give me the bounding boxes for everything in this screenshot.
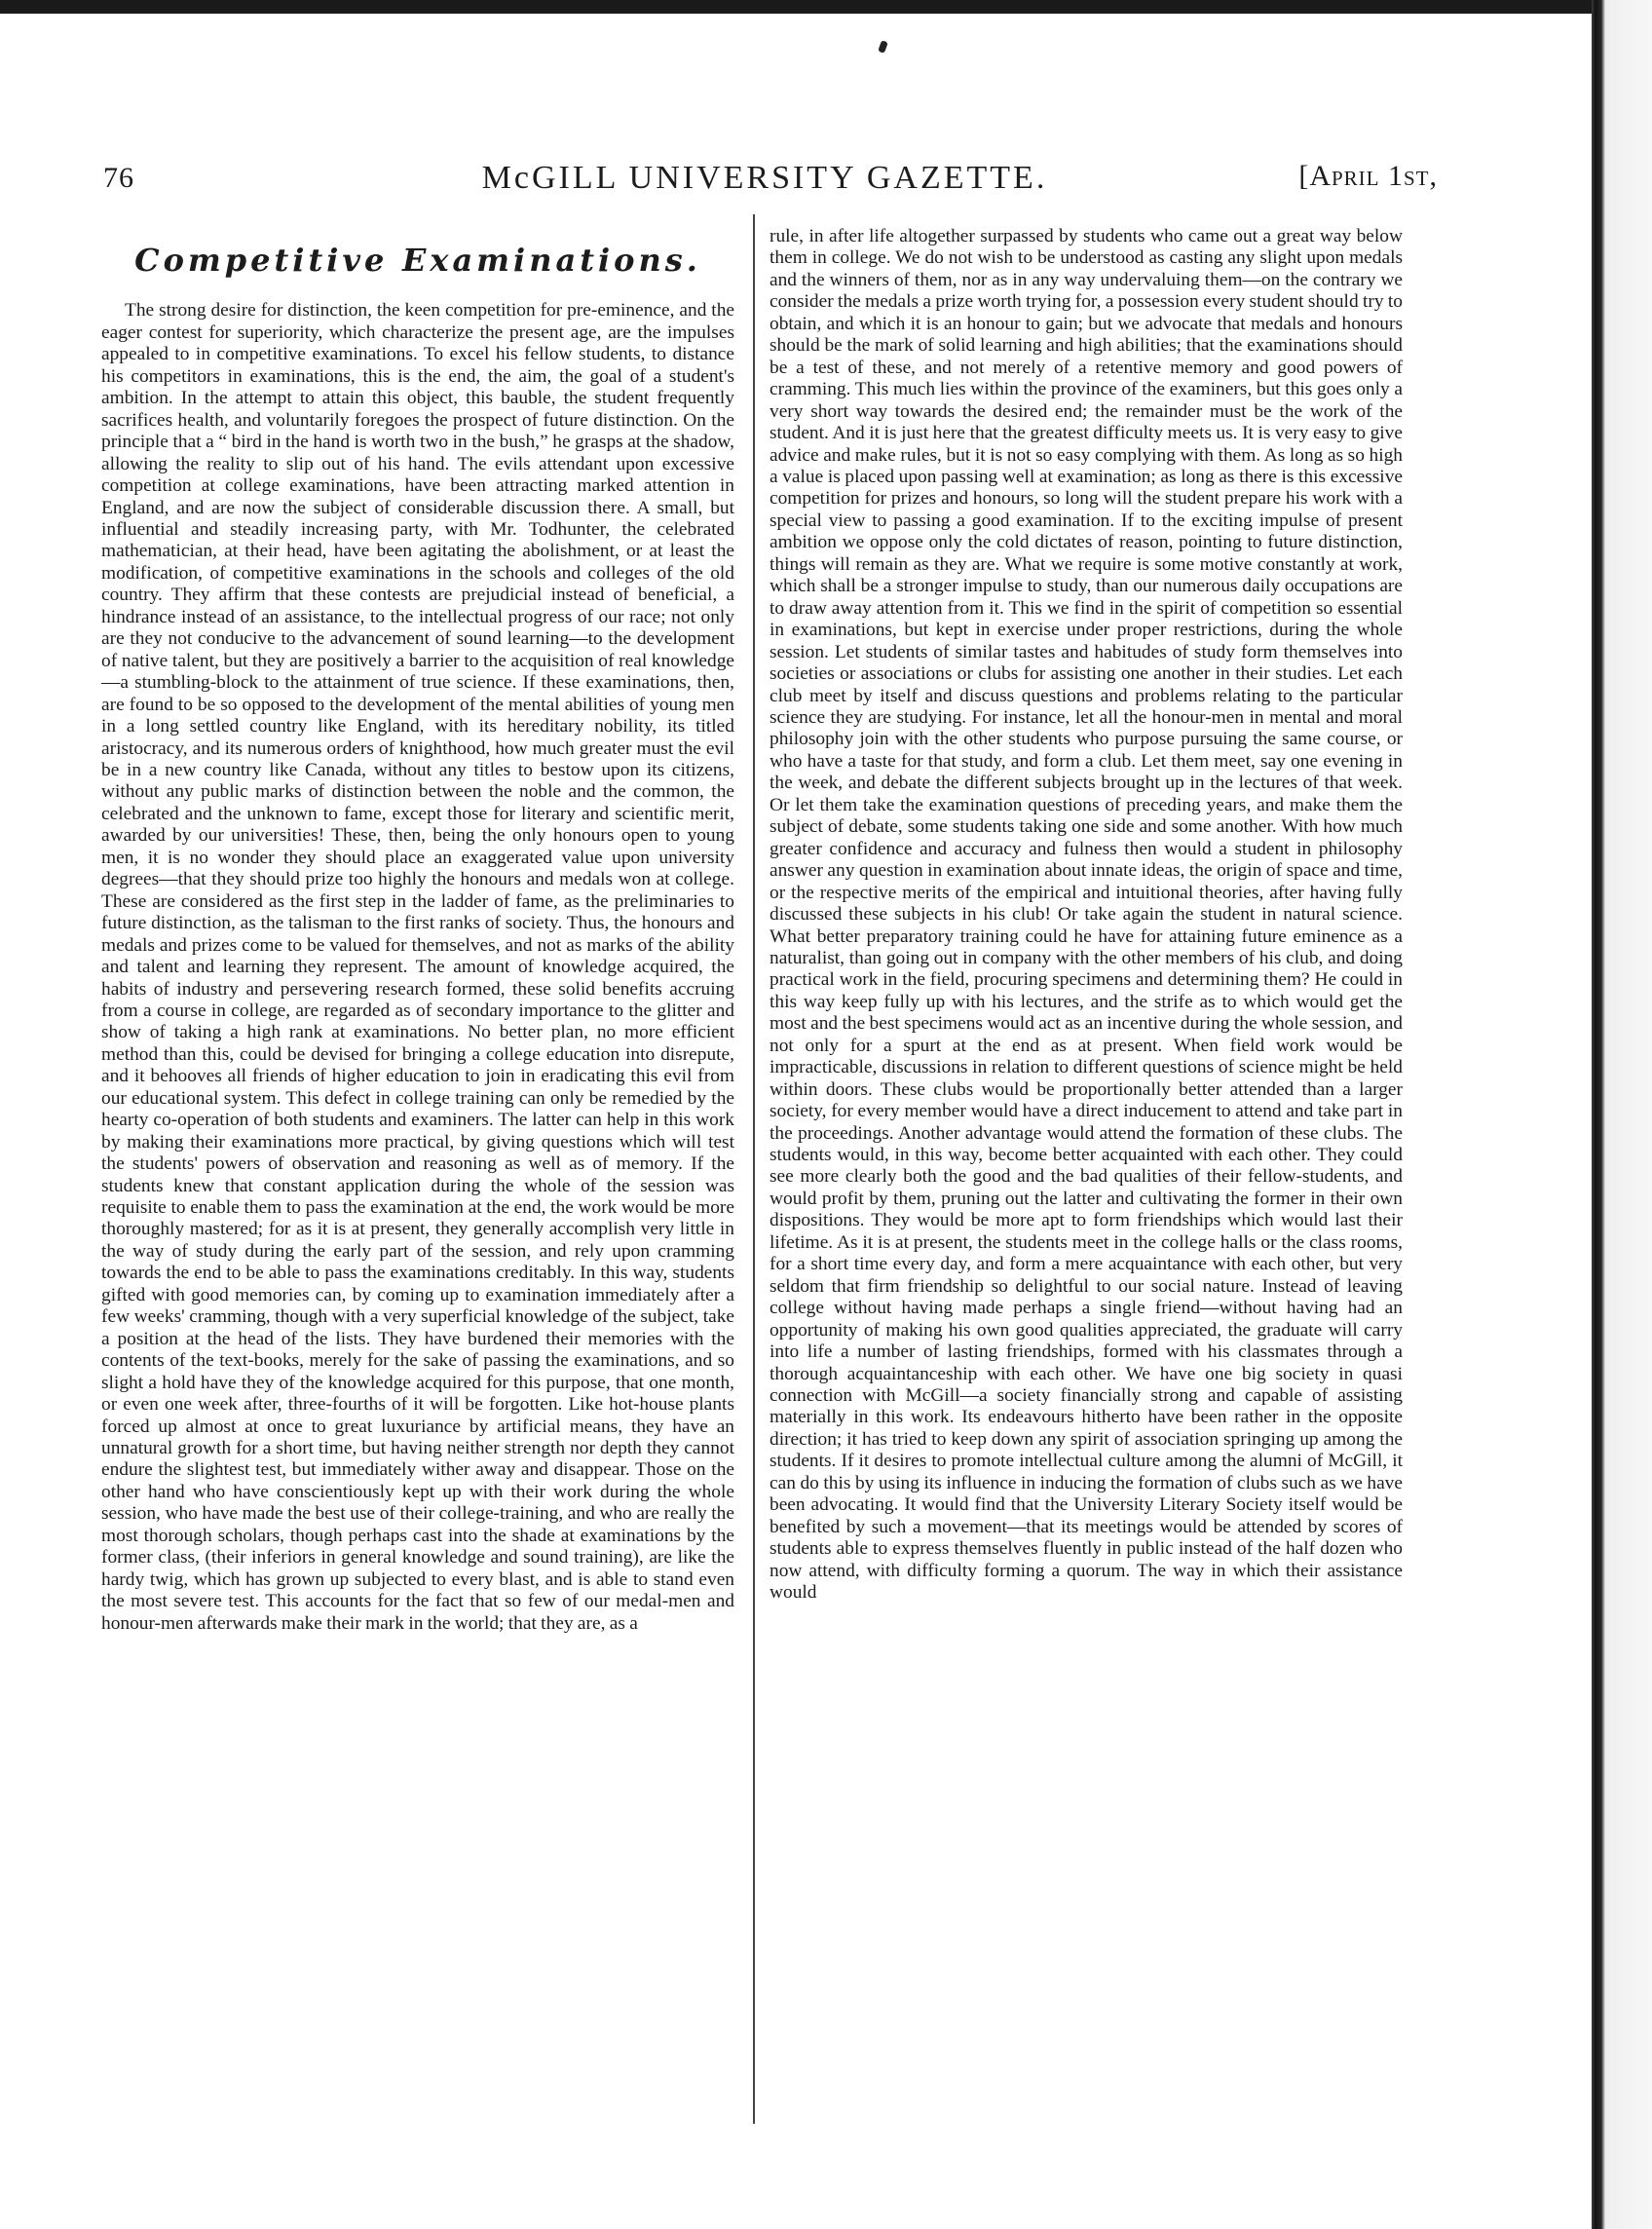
scan-right-edge	[1592, 0, 1652, 2229]
issue-date: [April 1st,	[1298, 160, 1438, 192]
scan-top-edge	[0, 0, 1652, 14]
gazette-page	[92, 146, 1438, 2124]
left-column	[101, 214, 734, 2124]
page-number: 76	[103, 162, 134, 194]
column-divider	[753, 214, 755, 2124]
journal-title: McGILL UNIVERSITY GAZETTE.	[481, 160, 1048, 196]
scan-top-margin	[0, 14, 1652, 23]
ink-speck	[878, 40, 888, 54]
right-column-text: rule, in after life altogether surpassed by students who came out a great way below them in college. We do not wish to be understood as casting any slight upon medals and the winners of them, nor as in any way undervaluing them—on the contrary we consider the medals a prize worth trying for, a possession every student should try to obtain, and which it is an honour to gain; but we advocate that medals and honours should be the mark of solid learning and high abilities; that the examinations should be a test of these, and not merely of a retentive memory and good powers of cramming. This much lies within the province of the examiners, but this goes only a very short way towards the desired end; the remainder must be the work of the student. And it is just here that the greatest difficulty meets us. It is very easy to give advice and make rules, but it is not so easy complying with them. As long as so high a value is placed upon passing well at examination; as long as there is this excessive competition for prizes and honours, so long will the student prepare his work with a special view to passing a good examination. If to the exciting impulse of present ambition we oppose only the cold dictates of reason, pointing to future distinction, things will remain as they are. What we require is some motive constantly at work, which shall be a stronger impulse to study, than our numerous daily occupations are to draw away attention from it. This we find in the spirit of competition so essential in examinations, but kept in exercise under proper restrictions, during the whole session. Let students of similar tastes and habitudes of study form themselves into societies or associations or clubs for assisting one another in their studies. Let each club meet by itself and discuss questions and problems relating to the particular science they are studying. For instance, let all the honour-men in mental and moral philosophy join with the other students who purpose pursuing the same course, or who have a taste for that study, and form a club. Let them meet, say one evening in the week, and debate the different subjects brought up in the lectures of that week. Or let them take the examination questions of preceding years, and make them the subject of debate, some students taking one side and some another. With how much greater confidence and accuracy and fulness then would a student in philosophy answer any question in examination about innate ideas, the origin of space and time, or the respective merits of the empirical and intuitional theories, after having fully discussed these subjects in his club! Or take again the student in natural science. What better preparatory training could he have for attaining future eminence as a naturalist, than going out in company with the other members of his club, and doing practical work in the field, procuring specimens and determining them? He could in this way keep fully up with his lectures, and the strife as to which would get the most and the best specimens would act as an incentive during the whole session, and not only for a spurt at the end as at present. When field work would be impracticable, discussions in relation to different questions of science might be held within doors. These clubs would be proportionally better attended than a larger society, for every member would have a direct inducement to attend and take part in the proceedings. Another advantage would attend the formation of these clubs. The students would, in this way, become better acquainted with each other. They could see more clearly both the good and the bad qualities of their fellow-students, and would profit by them, pruning out the latter and cultivating the former in their own dispositions. They would be more apt to form friendships which would last their lifetime. As it is at present, the students meet in the college halls or the class rooms, for a short time every day, and form a mere acquaintance with each other, but very seldom that firm friendship so delightful to our social nature. Instead of leaving college without having made perhaps a single friend—without having had an opportunity of making his own good qualities appreciated, the graduate will carry into life a number of lasting friendships, formed with his classmates through a thorough acquaintanceship with each other. We have one big society in quasi connection with McGill—a society financially strong and capable of assisting materially in this work. Its endeavours hitherto have been rather in the opposite direction; it has tried to keep down any spirit of association springing up among the students. If it desires to promote intellectual culture among the alumni of McGill, it can do this by using its influence in inducing the formation of clubs such as we have been advocating. It would find that the University Literary Society itself would be benefited by such a movement—that its meetings would be attended by scores of students able to express themselves fluently in public instead of the half dozen who now attend, with difficulty forming a quorum. The way in which their assistance would	[770, 226, 1403, 1604]
right-column	[770, 226, 1403, 2135]
article-columns	[92, 214, 1438, 2124]
left-column-text: The strong desire for distinction, the keen competition for pre-eminence, and the eager contest for superiority, which characterize the present age, are the impulses appealed to in competitive examinations. To excel his fellow students, to distance his competitors in examinations, this is the end, the aim, the goal of a student's ambition. In the attempt to attain this object, this bauble, the student frequently sacrifices health, and voluntarily foregoes the prospect of future distinction. On the principle that a “ bird in the hand is worth two in the bush,” he grasps at the shadow, allowing the reality to slip out of his hand. The evils attendant upon excessive competition at college examinations, have been attracting marked attention in England, and are now the subject of considerable discussion there. A small, but influential and steadily increasing party, with Mr. Todhunter, the celebrated mathematician, at their head, have been agitating the abolishment, or at least the modification, of competitive examinations in the schools and colleges of the old country. They affirm that these contests are prejudicial instead of beneficial, a hindrance instead of an assistance, to the intellectual progress of our race; not only are they not conducive to the advancement of sound learning—to the development of native talent, but they are positively a barrier to the acquisition of real knowledge—a stumbling-block to the attainment of true science. If these examinations, then, are found to be so opposed to the development of the mental abilities of young men in a long settled country like England, with its hereditary nobility, its titled aristocracy, and its numerous orders of knighthood, how much greater must the evil be in a new country like Canada, without any titles to bestow upon its citizens, without any public marks of distinction between the noble and the common, the celebrated and the unknown to fame, except those for literary and scientific merit, awarded by our universities! These, then, being the only honours open to young men, it is no wonder they should place an exaggerated value upon university degrees—that they should prize too highly the honours and medals won at college. These are considered as the first step in the ladder of fame, as the preliminaries to future distinction, as the talisman to the first ranks of society. Thus, the honours and medals and prizes come to be valued for themselves, and not as marks of the ability and talent and learning they represent. The amount of knowledge acquired, the habits of industry and persevering research formed, these solid benefits accruing from a course in college, are regarded as of secondary importance to the glitter and show of taking a high rank at examinations. No better plan, no more efficient method than this, could be devised for bringing a college education into disrepute, and it behooves all friends of higher education to join in eradicating this evil from our educational system. This defect in college training can only be remedied by the hearty co-operation of both students and examiners. The latter can help in this work by making their examinations more practical, by giving questions which will test the students' powers of observation and reasoning as well as of memory. If the students knew that constant application during the whole of the session was requisite to enable them to pass the examination at the end, the work would be more thoroughly mastered; for as it is at present, they generally accomplish very little in the way of study during the early part of the session, and rely upon cramming towards the end to be able to pass the examinations creditably. In this way, students gifted with good memories can, by coming up to examination immediately after a few weeks' cramming, though with a very superficial knowledge of the subject, take a position at the head of the lists. They have burdened their memories with the contents of the text-books, merely for the sake of passing the examinations, and so slight a hold have they of the knowledge acquired for this purpose, that one month, or even one week after, three-fourths of it will be forgotten. Like hot-house plants forced up almost at once to great luxuriance by artificial means, they have an unnatural growth for a short time, but having neither strength nor depth they cannot endure the slightest test, but immediately wither away and disappear. Those on the other hand who have conscientiously kept up with their work during the whole session, who have made the best use of their college-training, and who are really the most thorough scholars, though perhaps cast into the shade at examinations by the former class, (their inferiors in general knowledge and sound training), are like the hardy twig, which has grown up subjected to every blast, and is able to stand even the most severe test. This accounts for the fact that so few of our medal-men and honour-men afterwards make their mark in the world; that they are, as a	[101, 300, 734, 1634]
article-title: Competitive Examinations.	[134, 242, 701, 279]
running-header	[92, 146, 1438, 205]
